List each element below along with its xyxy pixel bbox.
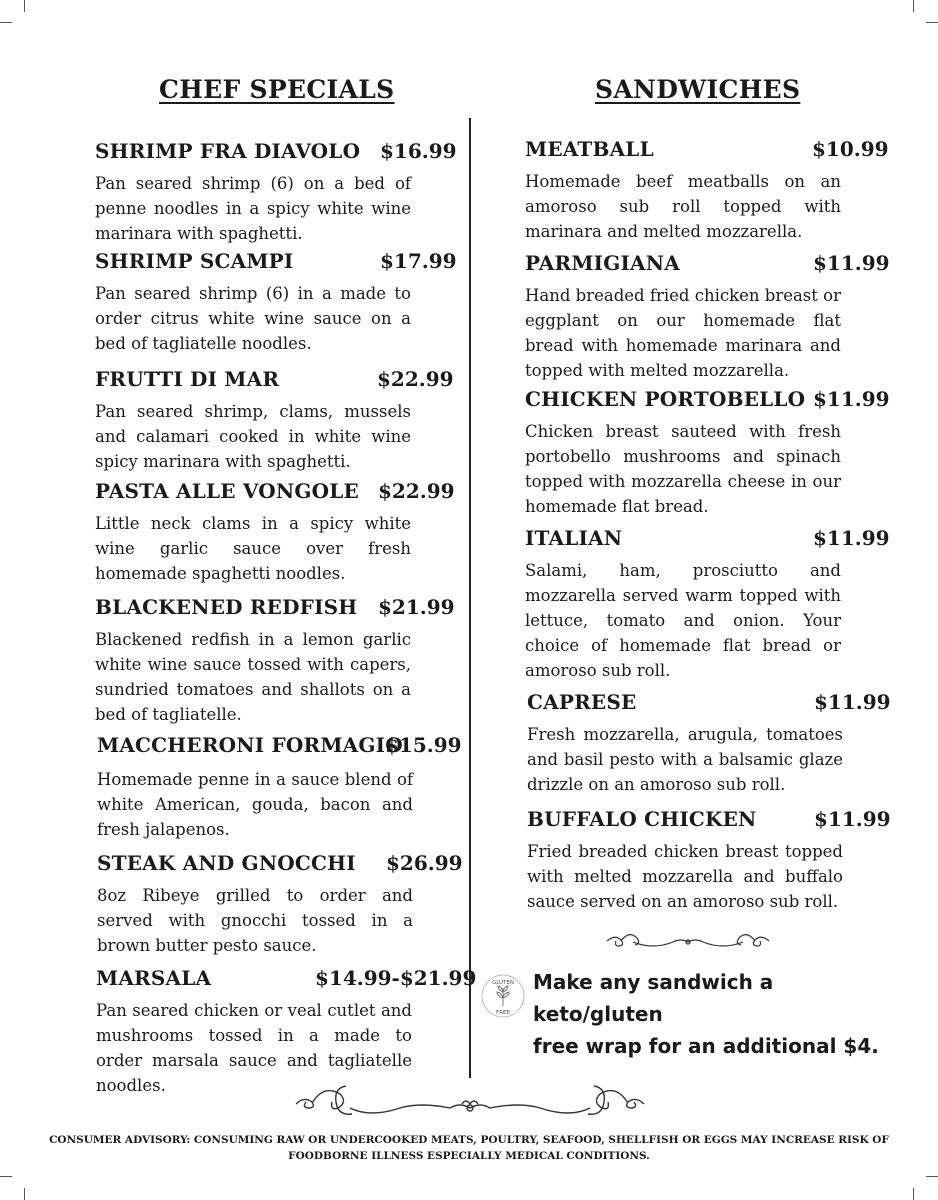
- item-description: Pan seared shrimp, clams, mussels and calamari cooked in white wine spicy marinara with spaghetti.: [95, 402, 411, 471]
- item-price: $11.99: [814, 807, 891, 831]
- menu-item: [95, 367, 458, 474]
- item-price: $11.99: [813, 387, 890, 411]
- item-price: $16.99: [380, 139, 457, 163]
- item-name: ITALIAN: [525, 526, 623, 550]
- item-name: CAPRESE: [527, 690, 637, 714]
- item-name: STEAK AND GNOCCHI: [97, 851, 356, 875]
- menu-item: [95, 249, 458, 356]
- badge-top-text: GLUTEN: [491, 980, 515, 986]
- badge-bottom-text: FREE: [496, 1010, 510, 1016]
- column-divider: [469, 118, 471, 1078]
- crop-mark: [0, 22, 12, 23]
- item-price: $26.99: [386, 851, 463, 875]
- item-price: $11.99: [813, 251, 890, 275]
- flourish-ornament-icon: [603, 928, 773, 954]
- gluten-free-badge-icon: [479, 972, 527, 1020]
- item-description: Blackened redfish in a lemon garlic white wine sauce tossed with capers, sundried tomatoes and shallots on a bed of tagliatelle.: [95, 630, 411, 724]
- sandwiches-title: SANDWICHES: [595, 75, 801, 104]
- promo-line-1: Make any sandwich a keto/gluten: [533, 970, 774, 1026]
- item-price: $11.99: [814, 690, 891, 714]
- item-description: Fried breaded chicken breast topped with melted mozzarella and buffalo sauce served on an amoroso sub roll.: [527, 842, 843, 911]
- keto-gluten-free-promo: [533, 966, 903, 1062]
- item-name: SHRIMP FRA DIAVOLO: [95, 139, 361, 163]
- advisory-line-1: CONSUMER ADVISORY: CONSUMING RAW OR UNDERCOOKED MEATS, POULTRY, SEAFOOD, SHELLFISH OR EGGS MAY INCREASE RISK OF: [49, 1134, 889, 1146]
- item-price: $11.99: [813, 526, 890, 550]
- item-description: Salami, ham, prosciutto and mozzarella served warm topped with lettuce, tomato and onion. Your choice of homemade flat bread or amoroso sub roll.: [525, 561, 841, 680]
- menu-item: [525, 251, 890, 383]
- item-name: PARMIGIANA: [525, 251, 680, 275]
- item-description: Chicken breast sauteed with fresh portobello mushrooms and spinach topped with mozzarella cheese in our homemade flat bread.: [525, 422, 841, 516]
- item-price: $22.99: [377, 367, 454, 391]
- menu-item: [527, 807, 891, 914]
- crop-mark: [926, 22, 938, 23]
- item-name: CHICKEN PORTOBELLO: [525, 387, 806, 411]
- consumer-advisory: [30, 1132, 908, 1164]
- item-price: $15.99: [385, 733, 462, 757]
- item-description: 8oz Ribeye grilled to order and served with gnocchi tossed in a brown butter pesto sauce.: [97, 886, 413, 955]
- item-name: SHRIMP SCAMPI: [95, 249, 294, 273]
- item-price: $17.99: [380, 249, 457, 273]
- item-description: Pan seared shrimp (6) on a bed of penne noodles in a spicy white wine marinara with spaghetti.: [95, 174, 411, 243]
- item-name: FRUTTI DI MAR: [95, 367, 280, 391]
- crop-mark: [0, 1176, 12, 1177]
- chef-specials-title: CHEF SPECIALS: [159, 75, 395, 104]
- item-description: Homemade penne in a sauce blend of white American, gouda, bacon and fresh jalapenos.: [97, 770, 413, 839]
- promo-line-2: free wrap for an additional $4.: [533, 1034, 879, 1058]
- item-description: Fresh mozzarella, arugula, tomatoes and basil pesto with a balsamic glaze drizzle on an amoroso sub roll.: [527, 725, 843, 794]
- menu-item: [527, 690, 891, 797]
- crop-mark: [913, 0, 914, 12]
- item-price: $14.99-$21.99: [315, 966, 477, 990]
- crop-mark: [926, 1176, 938, 1177]
- menu-item: [97, 851, 463, 958]
- item-description: Little neck clams in a spicy white wine garlic sauce over fresh homemade spaghetti noodles.: [95, 514, 411, 583]
- menu-item: [525, 137, 889, 244]
- item-name: MACCHERONI FORMAGIO: [97, 733, 403, 757]
- item-description: Homemade beef meatballs on an amoroso sub roll topped with marinara and melted mozzarella.: [525, 172, 841, 241]
- menu-item: [525, 387, 890, 519]
- item-description: Pan seared chicken or veal cutlet and mushrooms tossed in a made to order marsala sauce and tagliatelle noodles.: [96, 1001, 412, 1095]
- crop-mark: [24, 0, 25, 12]
- item-name: BLACKENED REDFISH: [95, 595, 358, 619]
- menu-item: [525, 526, 890, 683]
- item-description: Pan seared shrimp (6) in a made to order citrus white wine sauce on a bed of tagliatelle noodles.: [95, 284, 411, 353]
- menu-item: [97, 733, 460, 842]
- flourish-ornament-icon: [290, 1078, 650, 1126]
- item-price: $22.99: [378, 479, 455, 503]
- item-price: $21.99: [378, 595, 455, 619]
- crop-mark: [24, 1188, 25, 1200]
- item-name: BUFFALO CHICKEN: [527, 807, 757, 831]
- item-price: $10.99: [812, 137, 889, 161]
- item-description: Hand breaded fried chicken breast or eggplant on our homemade flat bread with homemade marinara and topped with melted mozzarella.: [525, 286, 841, 380]
- menu-item: [95, 479, 458, 586]
- item-name: MARSALA: [96, 966, 212, 990]
- item-name: PASTA ALLE VONGOLE: [95, 479, 359, 503]
- advisory-line-2: FOODBORNE ILLNESS ESPECIALLY MEDICAL CONDITIONS.: [288, 1150, 650, 1162]
- crop-mark: [913, 1188, 914, 1200]
- menu-item: [95, 595, 458, 727]
- item-name: MEATBALL: [525, 137, 654, 161]
- menu-item: [95, 139, 458, 246]
